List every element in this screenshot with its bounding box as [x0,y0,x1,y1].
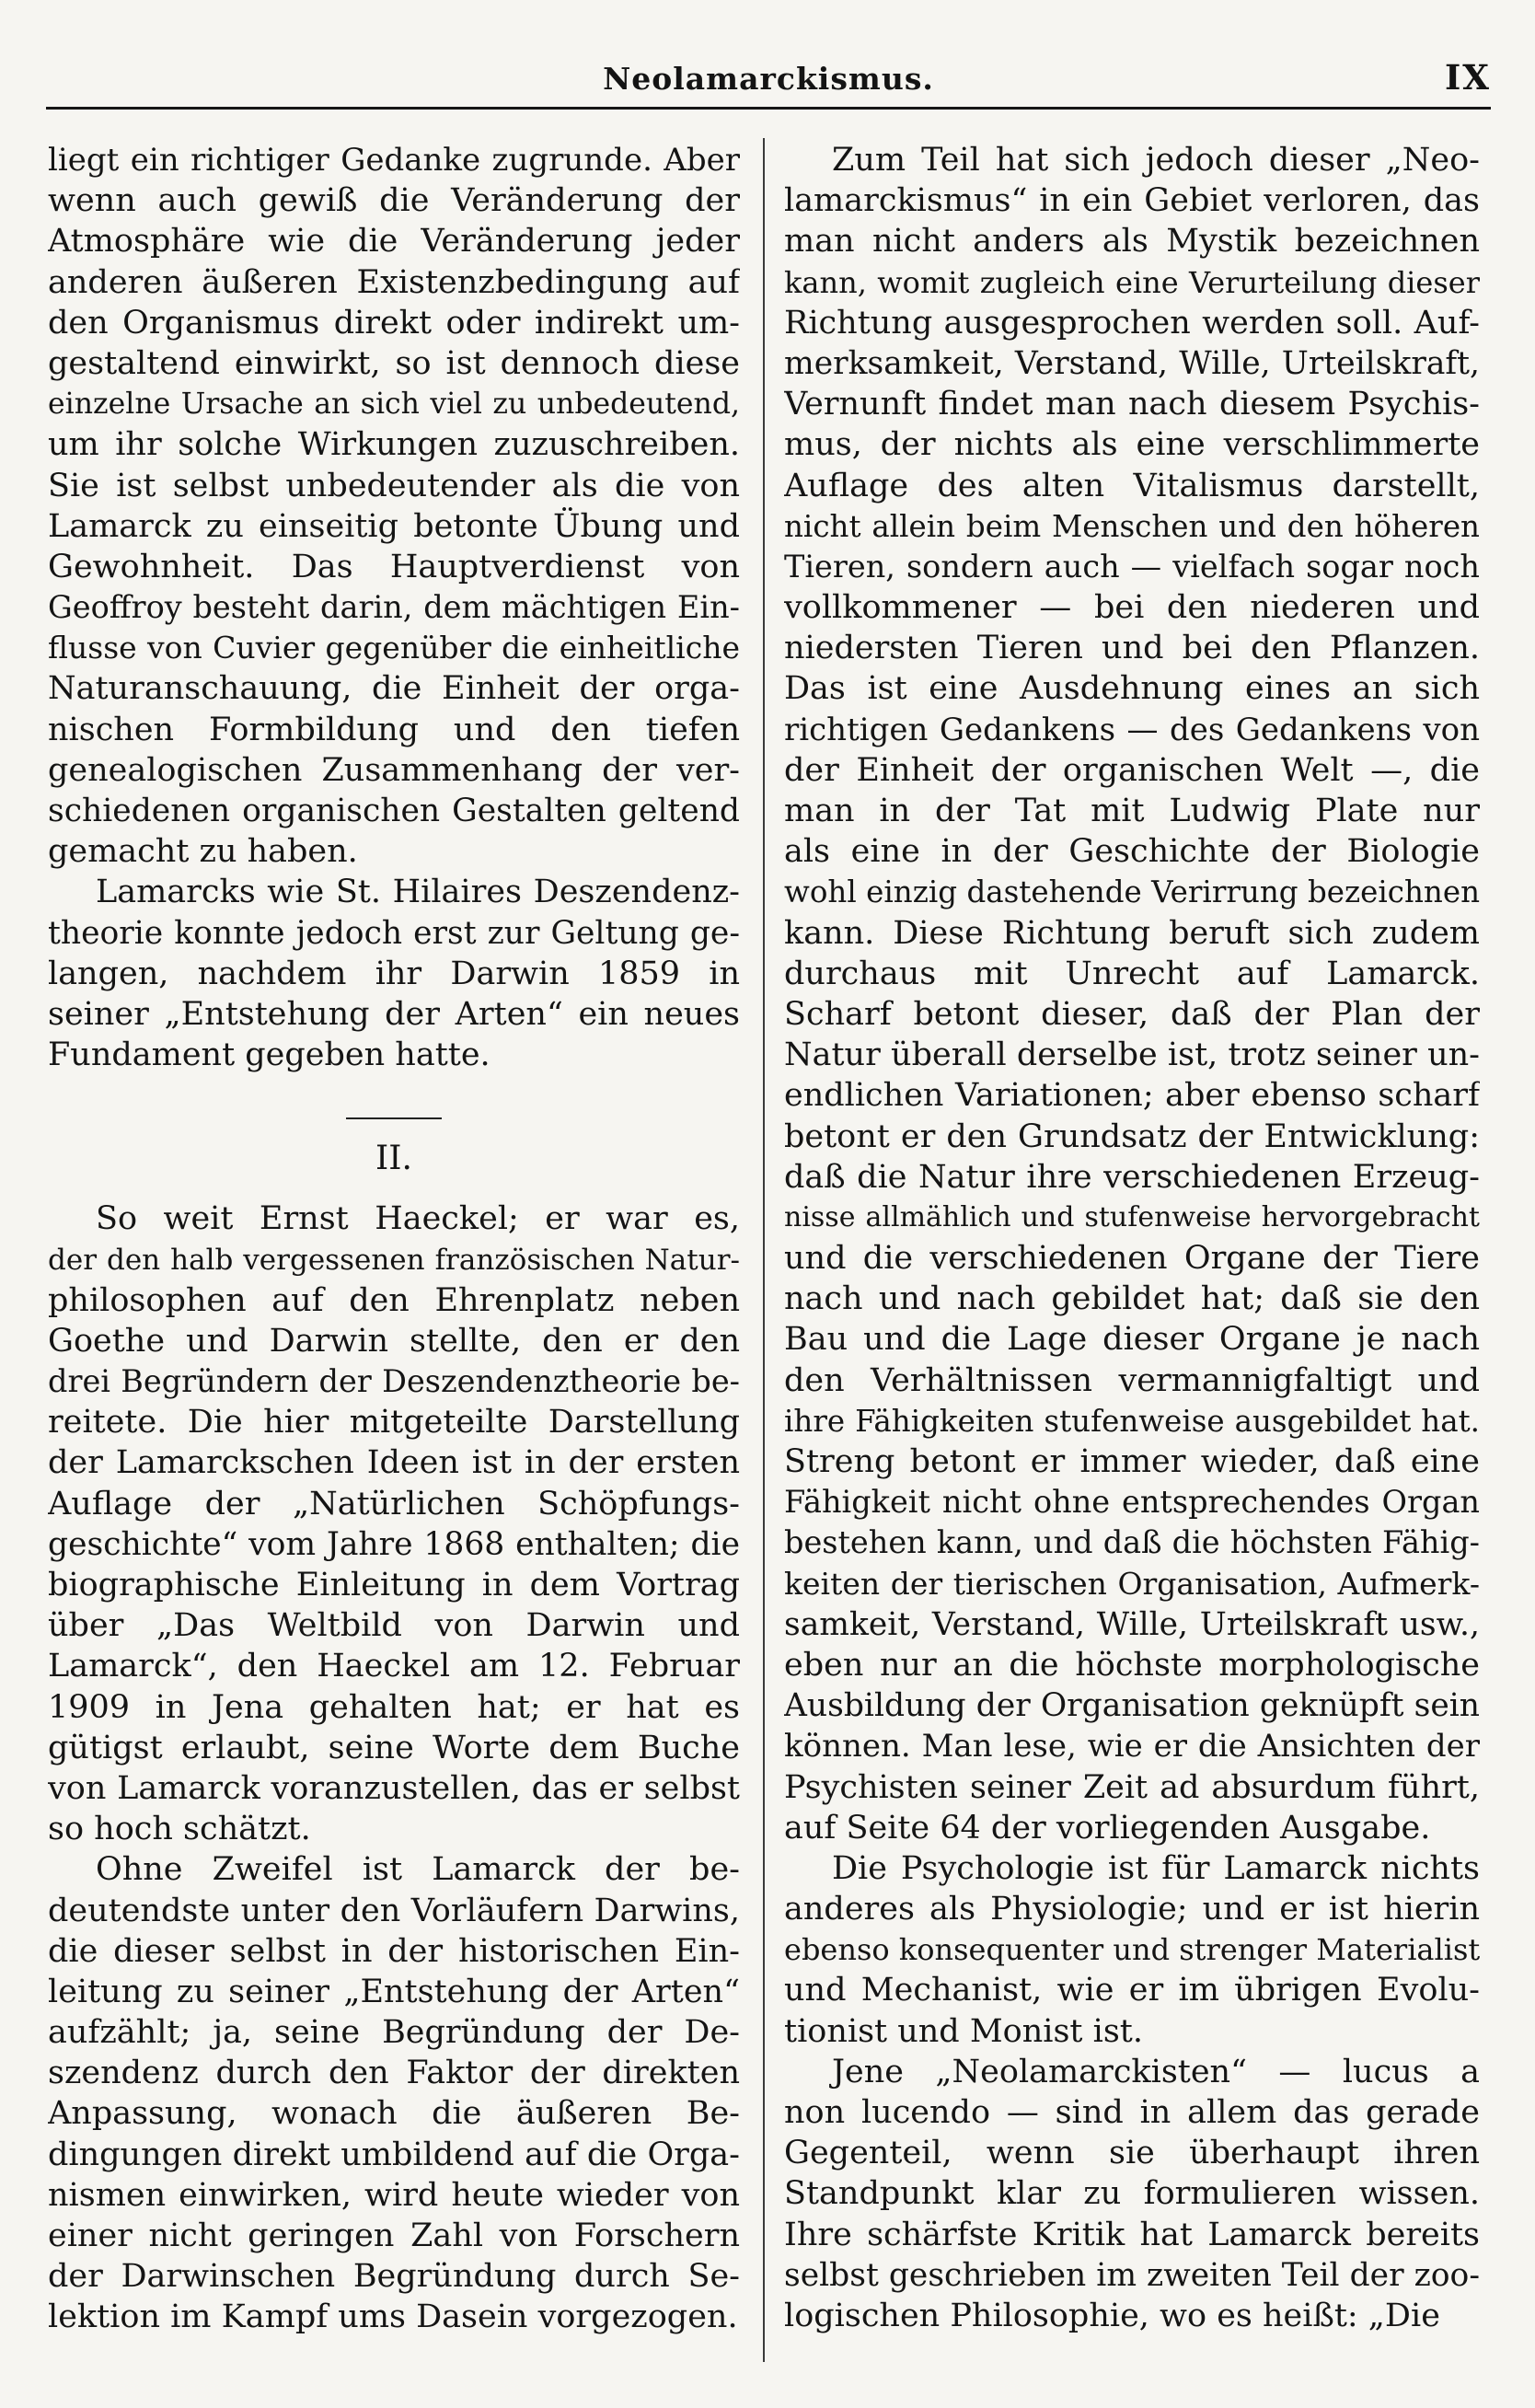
text-line: dingungen direkt umbildend auf die Orga- [48,2136,740,2173]
text-line: So weit Ernst Haeckel; er war es, [96,1200,740,1238]
text-line: durchaus mit Unrecht auf Lamarck. [784,955,1480,992]
text-line: seiner „Entstehung der Arten“ ein neues [48,995,740,1033]
text-line: um ihr solche Wirkungen zuzuschreiben. [48,426,740,464]
text-line: den Verhältnissen vermannigfaltigt und [784,1361,1480,1399]
section-heading: II. [375,1140,412,1178]
text-line: langen, nachdem ihr Darwin 1859 in [48,955,740,992]
text-line: aufzählt; ja, seine Begründung der De- [48,2014,740,2052]
text-line: nicht allein beim Menschen und den höheren [784,508,1480,544]
text-line: Goethe und Darwin stellte, den er den [48,1322,740,1360]
text-line: tionist und Monist ist. [784,2012,1143,2050]
header-rule [46,107,1491,110]
text-line: anderes als Physiologie; und er ist hierin [784,1891,1480,1928]
text-line: merksamkeit, Verstand, Wille, Urteilskraft, [784,344,1480,382]
text-line: wohl einzig dastehende Verirrung bezeichnen [784,874,1480,910]
running-title: Neolamarckismus. [603,61,934,97]
text-line: Geoffroy besteht darin, dem mächtigen Ein- [48,589,740,626]
text-line: anderen äußeren Existenzbedingung auf [48,263,740,301]
left-column [48,140,740,2338]
paragraph [784,140,1480,1848]
text-line: Ausbildung der Organisation geknüpft sein [784,1687,1480,1725]
text-line: können. Man lese, wie er die Ansichten der [784,1728,1480,1765]
text-line: flusse von Cuvier gegenüber die einheitliche [48,630,740,666]
text-line: Jene „Neolamarckisten“ — lucus a [832,2053,1480,2090]
text-line: geschichte“ vom Jahre 1868 enthalten; die [48,1525,740,1563]
text-line: gemacht zu haben. [48,833,358,871]
spacer [48,1075,740,1117]
text-line: ihre Fähigkeiten stufenweise ausgebildet hat. [784,1403,1480,1439]
text-line: man nicht anders als Mystik bezeichnen [784,223,1480,260]
text-line: ebenso konsequenter und strenger Materialist [784,1932,1480,1968]
text-line: Gewohnheit. Das Hauptverdienst von [48,548,740,585]
text-line: theorie konnte jedoch erst zur Geltung ge- [48,914,740,952]
text-line: die dieser selbst in der historischen Ein- [48,1932,740,1970]
text-line: Fundament gegeben hatte. [48,1036,491,1074]
text-line: wenn auch gewiß die Veränderung der [48,182,740,220]
text-line: Bau und die Lage dieser Organe je nach [784,1321,1480,1359]
text-line: drei Begründern der Deszendenztheorie be- [48,1363,740,1400]
text-line: Natur überall derselbe ist, trotz seiner un- [784,1036,1480,1074]
text-line: nisse allmählich und stufenweise hervorgebracht [784,1200,1480,1233]
text-line: biographische Einleitung in dem Vortrag [48,1567,740,1603]
text-line: logischen Philosophie, wo es heißt: „Die [784,2297,1440,2334]
text-line: bestehen kann, und daß die höchsten Fähig- [784,1524,1480,1561]
text-line: Vernunft findet man nach diesem Psychis- [784,386,1480,423]
right-column [784,140,1480,2336]
text-line: Zum Teil hat sich jedoch dieser „Neo- [832,142,1480,179]
text-line: selbst geschrieben im zweiten Teil der zoo- [784,2256,1480,2294]
paragraph [48,140,740,872]
text-line: man in der Tat mit Ludwig Plate nur [784,793,1480,829]
page-header [46,53,1491,109]
text-line: Fähigkeit nicht ohne entsprechendes Organ [784,1484,1480,1521]
paragraph [784,1848,1480,2052]
text-line: nischen Formbildung und den tiefen [48,711,740,748]
text-line: von Lamarck voranzustellen, das er selbst [48,1769,740,1807]
text-line: Ohne Zweifel ist Lamarck der be- [96,1851,740,1889]
text-line: endlichen Variationen; aber ebenso scharf [784,1077,1480,1115]
text-line: der den halb vergessenen französischen Natur- [48,1243,740,1277]
text-line: über „Das Weltbild von Darwin und [48,1607,740,1645]
column-divider [763,138,765,2362]
text-line: einzelne Ursache an sich viel zu unbedeutend, [48,388,740,422]
text-line: nach und nach gebildet hat; daß sie den [784,1280,1480,1318]
paragraph [48,1198,740,1849]
text-line: der Lamarckschen Ideen ist in der ersten [48,1444,740,1482]
text-line: Gegenteil, wenn sie überhaupt ihren [784,2135,1480,2172]
text-line: so hoch schätzt. [48,1811,311,1848]
text-line: reitete. Die hier mitgeteilte Darstellung [48,1404,740,1441]
text-line: eben nur an die höchste morphologische [784,1646,1480,1684]
text-line: betont er den Grundsatz der Entwicklung: [784,1117,1480,1155]
text-line: keiten der tierischen Organisation, Aufmerk- [784,1565,1480,1602]
text-line: vollkommener — bei den niederen und [784,589,1480,627]
text-line: Lamarck“, den Haeckel am 12. Februar [48,1648,740,1685]
text-line: gestaltend einwirkt, so ist dennoch diese [48,344,740,382]
text-line: leitung zu seiner „Entstehung der Arten“ [48,1973,740,2010]
text-line: Lamarck zu einseitig betonte Übung und [48,507,740,545]
text-line: 1909 in Jena gehalten hat; er hat es [48,1688,740,1726]
text-line: philosophen auf den Ehrenplatz neben [48,1281,740,1319]
text-line: Atmosphäre wie die Veränderung jeder [48,223,740,260]
paragraph [48,872,740,1075]
text-line: Auflage der „Natürlichen Schöpfungs- [48,1485,740,1522]
paragraph [48,1849,740,2337]
text-line: als eine in der Geschichte der Biologie [784,833,1480,871]
text-line: Psychisten seiner Zeit ad absurdum führt, [784,1768,1480,1806]
text-line: kann, womit zugleich eine Verurteilung dieser [784,264,1480,300]
text-line: lamarckismus“ in ein Gebiet verloren, das [784,182,1480,220]
text-line: Lamarcks wie St. Hilaires Deszendenz- [96,874,740,911]
text-line: non lucendo — sind in allem das gerade [784,2094,1480,2131]
page-number: IX [1444,57,1491,98]
text-line: der Darwinschen Begründung durch Se- [48,2258,740,2296]
text-line: mus, der nichts als eine verschlimmerte [784,426,1480,464]
text-line: Scharf betont dieser, daß der Plan der [784,995,1480,1033]
text-line: Streng betont er immer wieder, daß eine [784,1443,1480,1480]
text-line: liegt ein richtiger Gedanke zugrunde. Aber [48,142,740,179]
text-line: und Mechanist, wie er im übrigen Evolu- [784,1972,1480,2009]
text-line: samkeit, Verstand, Wille, Urteilskraft usw., [784,1605,1480,1643]
text-line: Anpassung, wonach die äußeren Be- [48,2095,740,2133]
text-line: Die Psychologie ist für Lamarck nichts [832,1849,1480,1887]
text-line: und die verschiedenen Organe der Tiere [784,1240,1480,1278]
text-line: Tieren, sondern auch — vielfach sogar noch [784,548,1480,585]
text-line: Sie ist selbst unbedeutender als die von [48,467,740,504]
text-line: den Organismus direkt oder indirekt um- [48,304,740,342]
text-line: lektion im Kampf ums Dasein vorgezogen. [48,2298,738,2336]
text-line: der Einheit der organischen Welt —, die [784,751,1480,789]
text-line: szendenz durch den Faktor der direkten [48,2055,740,2092]
text-line: auf Seite 64 der vorliegenden Ausgabe. [784,1809,1431,1847]
text-line: Ihre schärfste Kritik hat Lamarck bereits [784,2216,1480,2253]
text-line: einer nicht geringen Zahl von Forschern [48,2217,740,2254]
text-line: Auflage des alten Vitalismus darstellt, [784,467,1480,504]
text-line: richtigen Gedankens — des Gedankens von [784,711,1480,748]
text-line: Naturanschauung, die Einheit der orga- [48,670,740,708]
text-line: schiedenen organischen Gestalten geltend [48,793,740,829]
text-line: daß die Natur ihre verschiedenen Erzeug- [784,1158,1480,1196]
paragraph [784,2052,1480,2336]
text-line: genealogischen Zusammenhang der ver- [48,751,740,789]
text-line: Das ist eine Ausdehnung eines an sich [784,670,1480,708]
text-line: deutendste unter den Vorläufern Darwins, [48,1892,740,1929]
text-line: Standpunkt klar zu formulieren wissen. [784,2175,1480,2213]
text-line: niedersten Tieren und bei den Pflanzen. [784,630,1480,667]
text-line: nismen einwirken, wird heute wieder von [48,2176,740,2214]
text-line: Richtung ausgesprochen werden soll. Auf- [784,304,1480,342]
text-line: gütigst erlaubt, seine Worte dem Buche [48,1729,740,1766]
text-line: kann. Diese Richtung beruft sich zudem [784,914,1480,952]
